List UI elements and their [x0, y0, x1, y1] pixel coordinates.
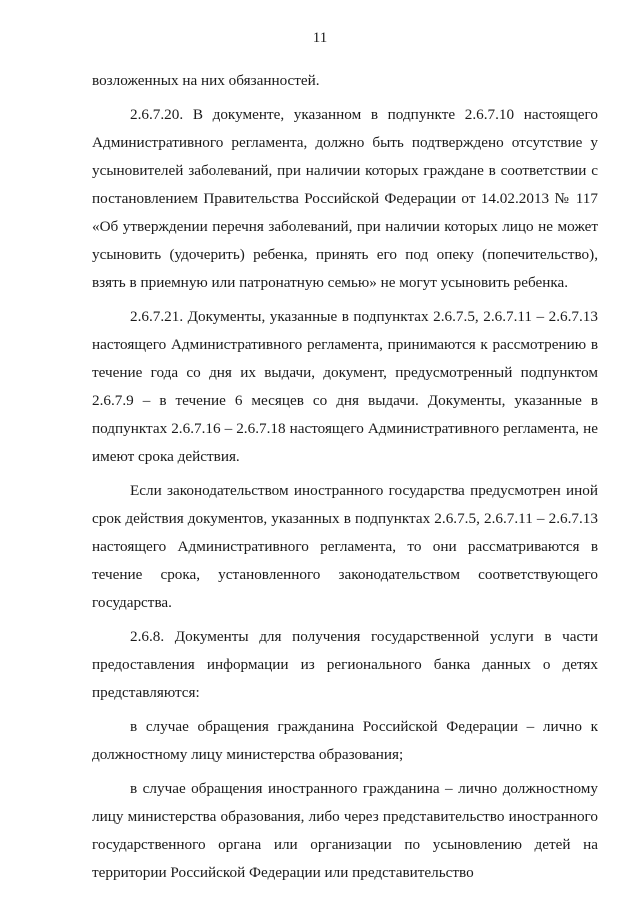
paragraph-citizen-case: в случае обращения гражданина Российской Федерации – лично к должностному лицу министерства образования; — [92, 718, 598, 763]
paragraph-2-6-7-21: 2.6.7.21. Документы, указанные в подпунктах 2.6.7.5, 2.6.7.11 – 2.6.7.13 настоящего Административного регламента, принимаются к рассмотрению в течение года со дня их выдачи, документ, предусмотренный подпунктом 2.6.7.9 – в течение 6 месяцев со дня выдачи. Документы, указанные в подпунктах 2.6.7.16 – 2.6.7.18 настоящего Административного регламента, не имеют срока действия. — [92, 308, 598, 465]
paragraph-continuation: возложенных на них обязанностей. — [92, 72, 320, 89]
paragraph-2-6-8: 2.6.8. Документы для получения государственной услуги в части предоставления информации из регионального банка данных о детях представляются: — [92, 628, 598, 701]
page-number: 11 — [312, 30, 328, 46]
paragraph-foreigner-case: в случае обращения иностранного гражданина – лично должностному лицу министерства образования, либо через представительство иностранного государственного органа или организации по усыновлению детей на территории Российской Федерации или представительство — [92, 780, 598, 881]
paragraph-2-6-7-20: 2.6.7.20. В документе, указанном в подпункте 2.6.7.10 настоящего Административного регламента, должно быть подтверждено отсутствие у усыновителей заболеваний, при наличии которых граждане в соответствии с постановлением Правительства Российской Федерации от 14.02.2013 № 117 «Об утверждении перечня заболеваний, при наличии которых лицо не может усыновить (удочерить) ребенка, принять его под опеку (попечительство), взять в приемную или патронатную семью» не могут усыновить ребенка. — [92, 106, 598, 291]
paragraph-foreign-validity: Если законодательством иностранного государства предусмотрен иной срок действия документов, указанных в подпунктах 2.6.7.5, 2.6.7.11 – 2.6.7.13 настоящего Административного регламента, то они рассматриваются в течение срока, установленного законодательством соответствующего государства. — [92, 482, 598, 611]
document-body — [92, 67, 598, 893]
